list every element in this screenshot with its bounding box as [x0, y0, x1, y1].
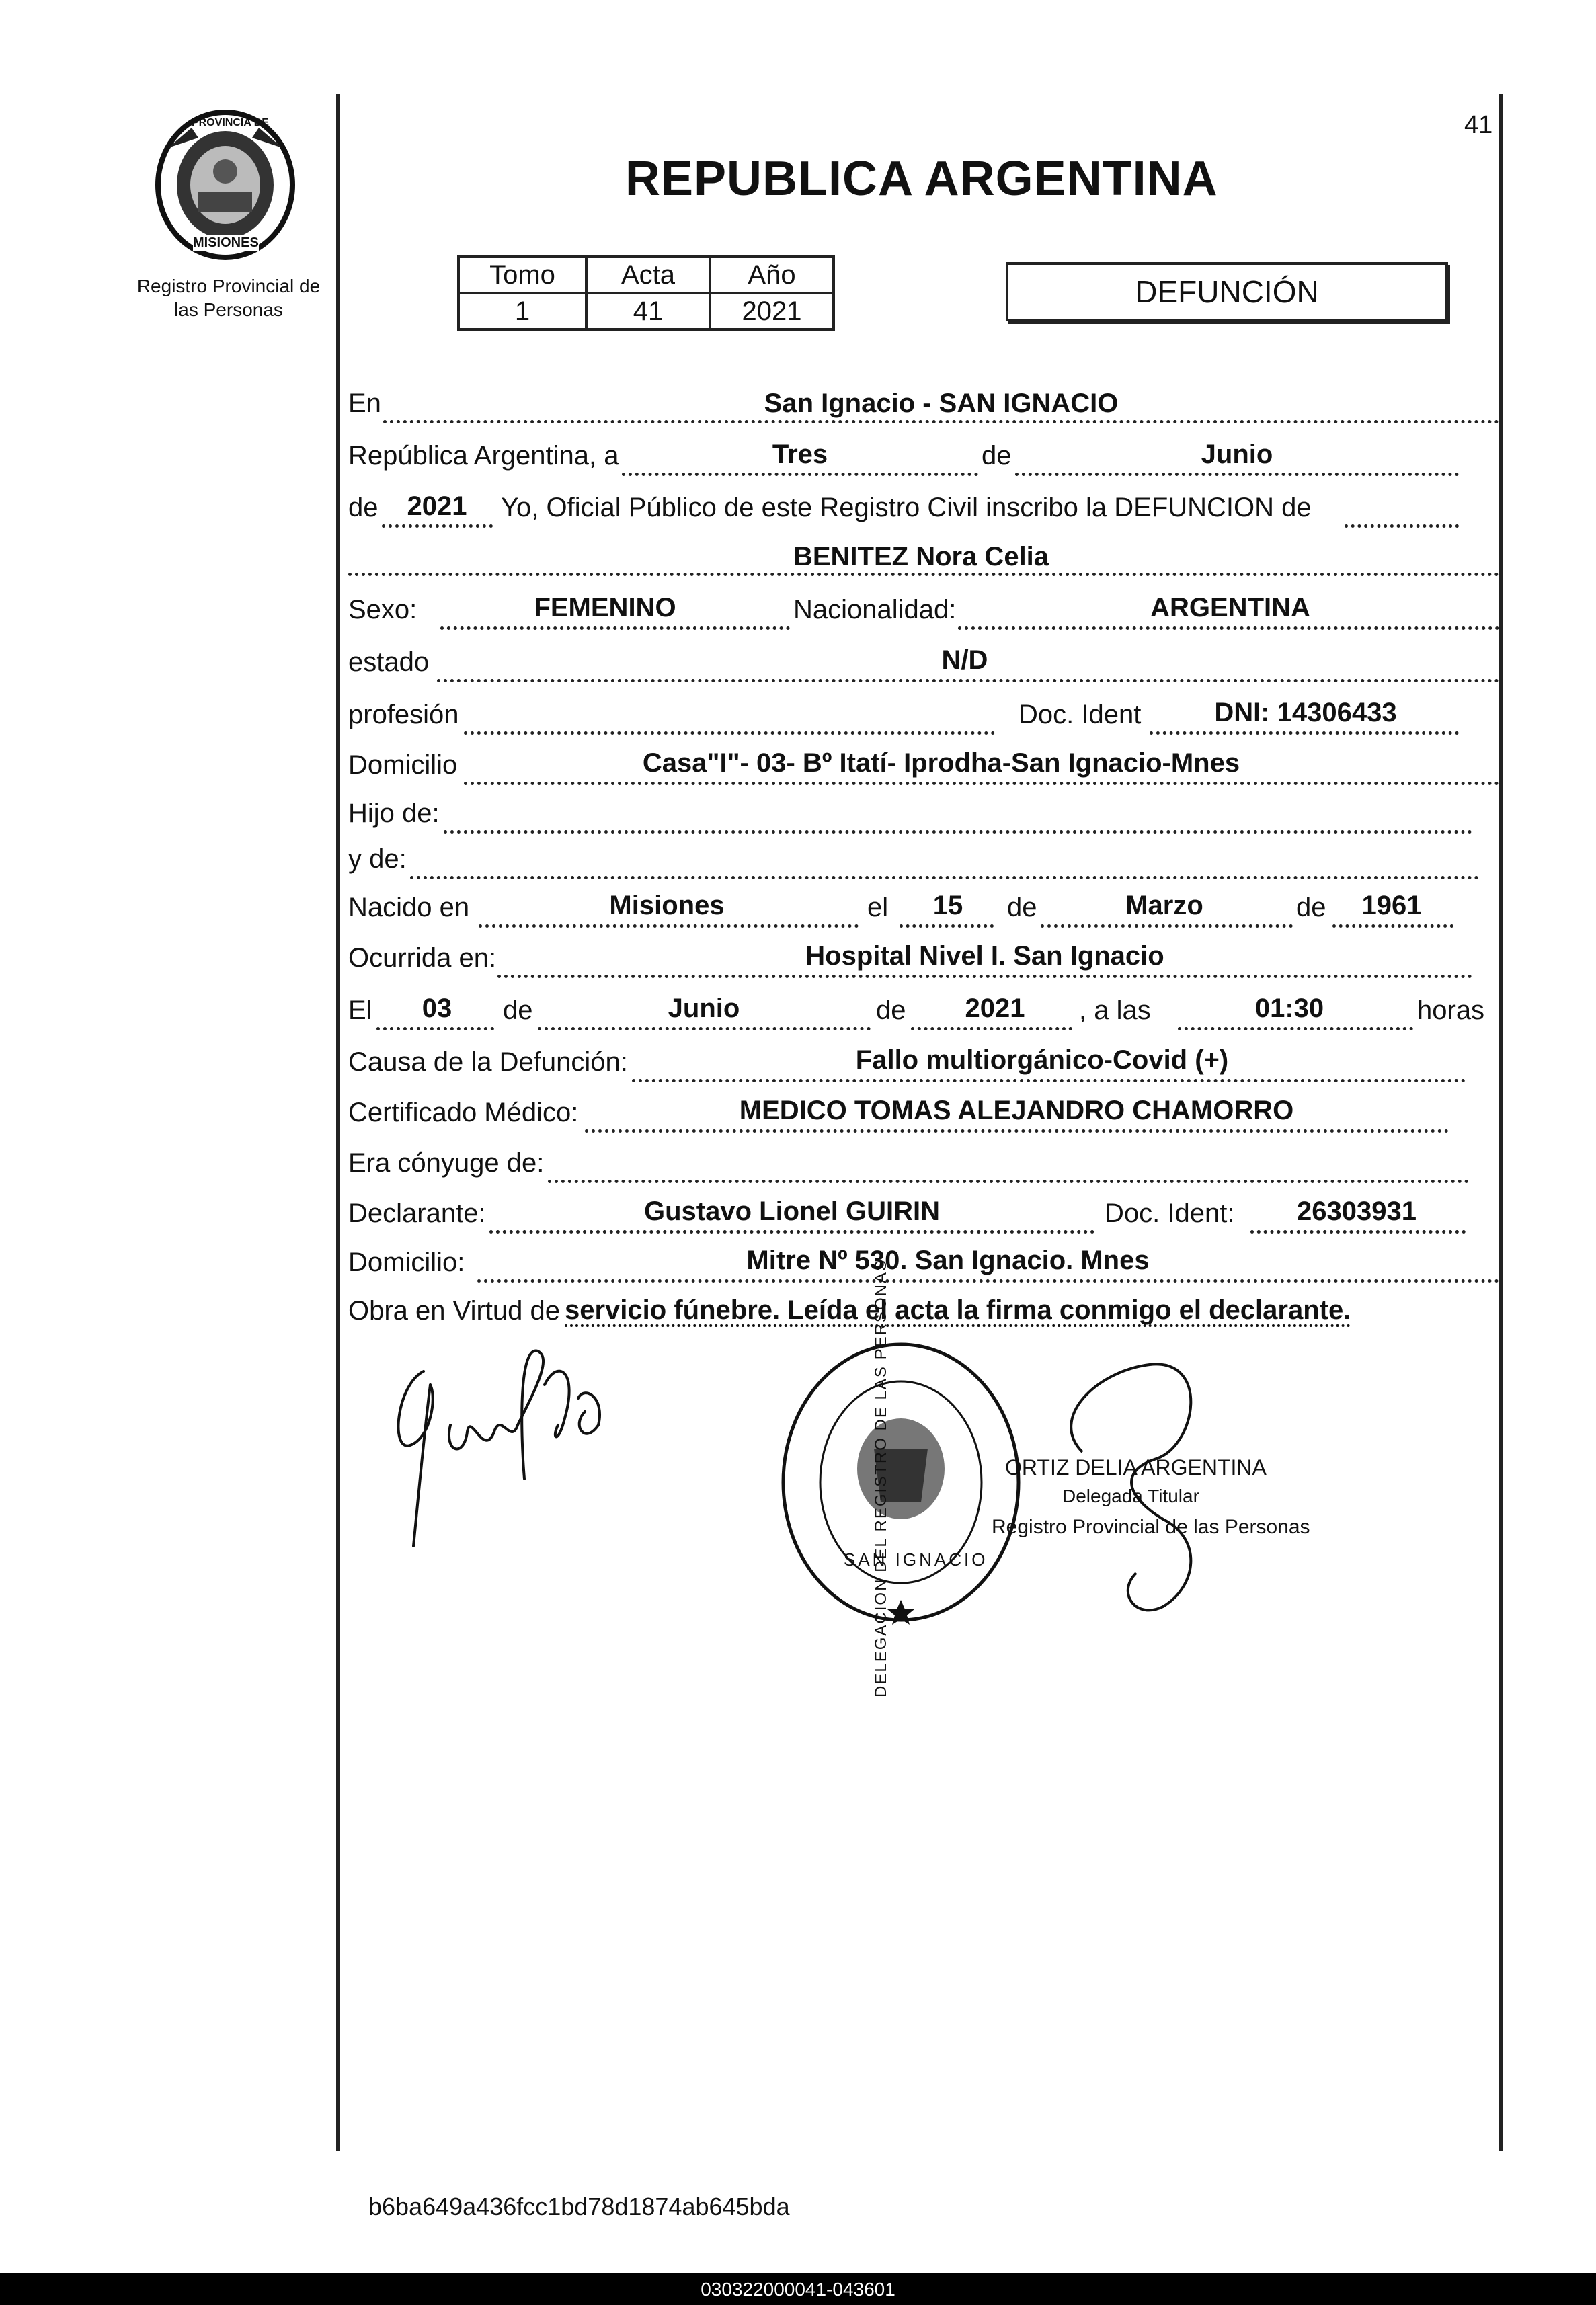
dotted-line: [1332, 924, 1453, 928]
officer-name: ORTIZ DELIA ARGENTINA: [1005, 1455, 1267, 1480]
ref-value-acta: 41: [586, 293, 710, 329]
right-border: [1499, 94, 1503, 2151]
label-domicilio: Domicilio: [348, 750, 458, 780]
dotted-line: [477, 1279, 1499, 1283]
dotted-line: [437, 679, 1499, 682]
field-declarant-address: Mitre Nº 530. San Ignacio. Mnes: [746, 1246, 1150, 1275]
dotted-line: [440, 626, 790, 630]
dotted-line: [958, 626, 1499, 630]
field-birth-day: 15: [932, 891, 963, 920]
dotted-line: [1178, 1027, 1413, 1030]
stamp-bottom-text: SAN IGNACIO: [844, 1549, 988, 1570]
officer-office: Registro Provincial de las Personas: [992, 1516, 1310, 1538]
ref-header-acta: Acta: [586, 257, 710, 293]
dotted-line: [548, 1180, 1469, 1183]
field-address: Casa"I"- 03- Bº Itatí- Iprodha-San Ignacio-Mnes: [642, 748, 1240, 778]
label-de: de: [982, 441, 1012, 471]
dotted-line: [444, 830, 1472, 834]
dotted-line: [622, 473, 978, 476]
label-domicilio-colon: Domicilio:: [348, 1248, 465, 1277]
footer-code: 030322000041-043601: [701, 2279, 895, 2300]
field-day-text: Tres: [772, 440, 828, 469]
office-caption-line1: Registro Provincial de: [136, 276, 321, 296]
dotted-line: [1041, 924, 1293, 928]
label-doc-ident-colon: Doc. Ident:: [1105, 1199, 1235, 1228]
dotted-line: [464, 782, 1499, 785]
label-nacido-en: Nacido en: [348, 893, 470, 922]
label-de: de: [348, 493, 378, 522]
field-place: San Ignacio - SAN IGNACIO: [764, 389, 1119, 418]
dotted-line: [1150, 731, 1459, 735]
label-certificado: Certificado Médico:: [348, 1098, 579, 1127]
dotted-line: [497, 975, 1472, 978]
seal-bottom-text: MISIONES: [193, 235, 259, 250]
left-border: [336, 94, 340, 2151]
dotted-line: [348, 573, 1499, 576]
label-y-de: y de:: [348, 844, 407, 874]
document-title: REPUBLICA ARGENTINA: [625, 152, 1218, 206]
document-hash: b6ba649a436fcc1bd78d1874ab645bda: [368, 2193, 790, 2220]
field-nationality: ARGENTINA: [1150, 593, 1310, 622]
page-number: 41: [1464, 111, 1493, 139]
dotted-line: [632, 1079, 1466, 1082]
label-de: de: [1007, 893, 1037, 922]
office-caption-line2: las Personas: [174, 299, 283, 320]
field-death-month: Junio: [668, 994, 740, 1023]
field-deceased-name: BENITEZ Nora Celia: [793, 542, 1049, 571]
field-sex: FEMENINO: [534, 593, 676, 622]
dotted-line: [1250, 1230, 1466, 1234]
dotted-line: [489, 1230, 1094, 1234]
field-birth-year: 1961: [1361, 891, 1422, 920]
label-horas: horas: [1417, 996, 1485, 1025]
label-yo: Yo, Oficial Público de este Registro Civil inscribo la DEFUNCION de: [501, 493, 1312, 522]
dotted-line: [585, 1129, 1449, 1133]
field-birth-month: Marzo: [1125, 891, 1203, 920]
field-death-place: Hospital Nivel I. San Ignacio: [805, 941, 1164, 971]
dotted-line: [382, 524, 493, 528]
label-de: de: [503, 996, 533, 1025]
office-caption: [118, 274, 340, 321]
official-stamp: [773, 1259, 1029, 1697]
dotted-line: [464, 731, 995, 735]
field-year: 2021: [407, 491, 467, 521]
dotted-line: [900, 924, 994, 928]
field-declarant-doc: 26303931: [1297, 1197, 1417, 1226]
province-seal: [151, 108, 299, 262]
field-death-year: 2021: [965, 994, 1025, 1023]
ref-header-tomo: Tomo: [458, 257, 586, 293]
label-declarante: Declarante:: [348, 1199, 486, 1228]
dotted-line: [410, 876, 1479, 879]
label-a-las: , a las: [1079, 996, 1151, 1025]
field-death-day: 03: [422, 994, 452, 1023]
label-obra: Obra en Virtud de: [348, 1296, 561, 1326]
field-closing-text: servicio fúnebre. Leída el acta la firma conmigo el declarante.: [565, 1295, 1351, 1325]
record-type-box: DEFUNCIÓN: [1006, 262, 1448, 321]
dotted-line: [1345, 524, 1459, 528]
label-causa: Causa de la Defunción:: [348, 1047, 628, 1077]
footer-bar: [0, 2273, 1596, 2305]
label-el: el: [867, 893, 889, 922]
label-en: En: [348, 389, 381, 418]
label-ocurrida: Ocurrida en:: [348, 943, 497, 973]
label-el-upper: El: [348, 996, 372, 1025]
dotted-line: [383, 420, 1499, 423]
dotted-line: [479, 924, 859, 928]
field-civil-status: N/D: [941, 645, 988, 675]
dotted-line: [1015, 473, 1459, 476]
seal-top-text: PROVINCIA DE: [192, 117, 269, 128]
field-declarant: Gustavo Lionel GUIRIN: [643, 1197, 941, 1226]
field-month: Junio: [1201, 440, 1273, 469]
field-death-time: 01:30: [1254, 994, 1324, 1023]
field-birth-place: Misiones: [609, 891, 725, 920]
label-profesion: profesión: [348, 700, 459, 729]
ref-value-tomo: 1: [458, 293, 586, 329]
dotted-line: [911, 1027, 1072, 1030]
label-hijo-de: Hijo de:: [348, 799, 440, 828]
field-certifier: MEDICO TOMAS ALEJANDRO CHAMORRO: [739, 1096, 1294, 1125]
label-doc-ident: Doc. Ident: [1019, 700, 1142, 729]
label-de: de: [1296, 893, 1326, 922]
officer-title: Delegada Titular: [1062, 1486, 1199, 1506]
label-republica: República Argentina, a: [348, 441, 619, 471]
field-doc-ident: DNI: 14306433: [1214, 698, 1397, 727]
stamp-ring-text: DELEGACION DEL REGISTRO DE LAS PERSONAS: [871, 1259, 890, 1697]
label-nacionalidad: Nacionalidad:: [793, 595, 957, 624]
field-cause: Fallo multiorgánico-Covid (+): [855, 1045, 1229, 1075]
label-de: de: [876, 996, 906, 1025]
dotted-line: [538, 1027, 871, 1030]
ref-value-anio: 2021: [710, 293, 834, 329]
reference-table: [457, 255, 835, 331]
declarant-signature: [383, 1344, 652, 1560]
label-sexo: Sexo:: [348, 595, 417, 624]
officer-signature: [1035, 1351, 1250, 1620]
label-estado: estado: [348, 647, 430, 677]
ref-header-anio: Año: [710, 257, 834, 293]
label-conyuge: Era cónyuge de:: [348, 1148, 545, 1178]
dotted-line: [376, 1027, 494, 1030]
